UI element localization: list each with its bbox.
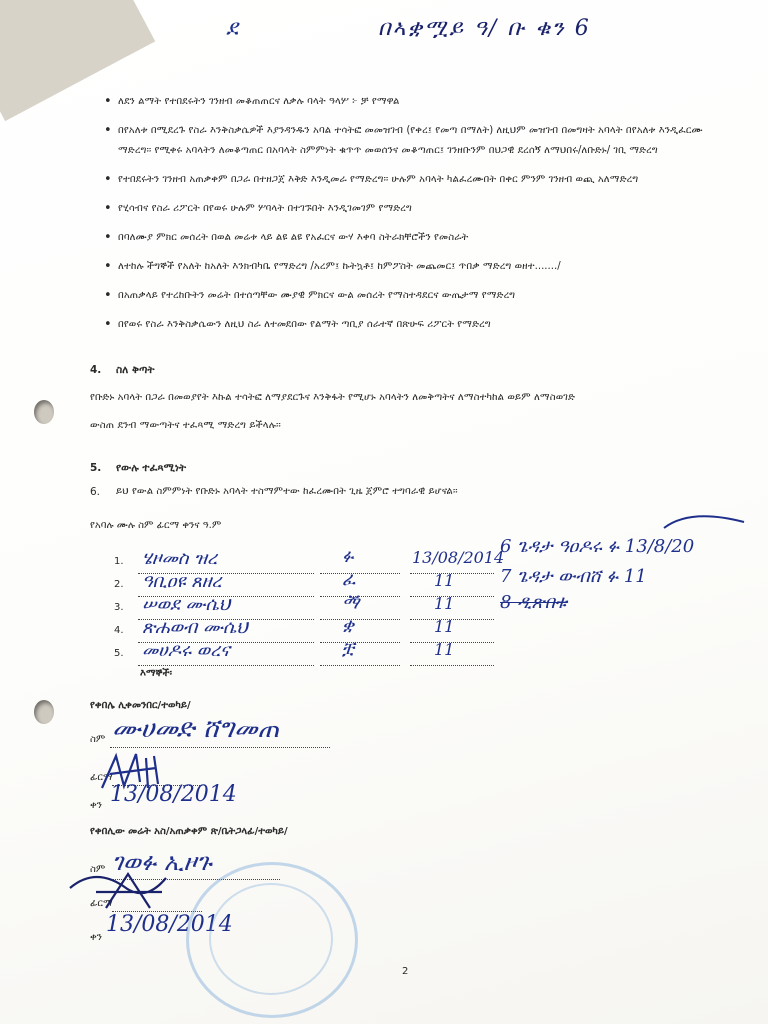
members-header: የአባሉ ሙሉ ስም ፊርማ ቀንና ዓ.ም bbox=[90, 520, 222, 531]
section-5-number: 5. bbox=[90, 462, 102, 474]
list-item: • ለተከሉ ችግኞች የአለት ከአለት እንክብካቤ የማድረግ /አረም፤ ኩትኳቶ፤ ከምፖስት መጨመር፤ ጥበቃ ማድረግ ወዘተ......./ bbox=[104, 257, 724, 277]
pen-stroke bbox=[660, 512, 750, 536]
section-6-number: 6. bbox=[90, 486, 101, 498]
chairman-date-label: ቀን bbox=[90, 800, 102, 811]
member-date: 11 bbox=[434, 594, 455, 613]
chairman-date: 13/08/2014 bbox=[110, 782, 237, 807]
header-left-mark: ደ bbox=[226, 16, 238, 41]
list-item: • በአጠቃላይ የተረከቡትን መሬት በተሰጣቸው ሙያዊ ምክርና ውል መሰረት የማስተዳደርና ውጤታማ የማድረግ bbox=[104, 286, 724, 306]
member-number: 5. bbox=[114, 648, 124, 659]
list-item: • በየአለቱ በሚደረጉ የስራ እንቅስቃሴዎች እያንዳንዱን አባል ተሳትፎ መመዝገብ (የቀረ፤ የመጣ በማለት) ለዚህም መዝገብ በመግዛት አባላት በየአለቱ እንዲፈርሙ ማድረግ፡፡ የሚቀሩ አባላትን ለመቆጣጠር በአባላት ስምምነት ቁጥጥ መወሰንና መቆጣጠር፤ ገንዘቡንም በህጋዊ ደረሰኝ ለማህበሩ/ለቡድኑ/ ገቢ ማድረግ bbox=[104, 121, 724, 161]
witness-row-1: 6 ጌዳታ ዓዐዶሩ ፉ 13/8/20 bbox=[500, 536, 695, 557]
member-signature: ፙ bbox=[342, 592, 360, 613]
member-name: ሄዞመስ ዝረ bbox=[142, 548, 218, 569]
member-signature: ቿ bbox=[342, 638, 355, 659]
member-date: 13/08/2014 bbox=[412, 548, 505, 567]
land-office-name-label: ስም bbox=[90, 864, 106, 875]
land-office-title: የቀበሊው መሬት አስ/አጠቃቀም ጽ/ቤትጋላፊ/ተወካይ/ bbox=[90, 826, 288, 837]
official-stamp bbox=[186, 862, 358, 1018]
list-item: • የተበደሩትን ገንዘብ አጠቃቀም በጋራ በተዘጋጀ እቅድ እንዲመራ የማድረግ፡፡ ሁሉም አባላት ካልፈረሙበት በቀር ምንም ገንዘብ ወጪ አለማድረግ bbox=[104, 170, 724, 190]
list-item: • ለደን ልማት የተበደሩትን ገንዘብ መቆጠጠርና ለቃሉ ባላት ዓላሦ ፦ ቻ የማዋል bbox=[104, 92, 724, 112]
land-office-signature bbox=[66, 868, 186, 914]
witness-row-2: 7 ጌዳታ ውብሸ ፉ 11 bbox=[500, 566, 647, 587]
member-number: 1. bbox=[114, 556, 124, 567]
chairman-title: የቀበሌ ሊቀመንበር/ተወካይ/ bbox=[90, 700, 191, 711]
obligations-list bbox=[104, 92, 724, 344]
land-office-sign-label: ፊርማ bbox=[90, 898, 113, 909]
list-item: • በየወሩ የስራ እንቅስቃሴውን ለዚህ ስራ ለተመደበው የልማት ጣቢያ ሰራተኛ በጽሁፍ ሪፖርት የማድረግ bbox=[104, 315, 724, 335]
member-date: 11 bbox=[434, 640, 455, 659]
land-office-name: ገወፉ ኢዞጉ bbox=[112, 848, 212, 876]
chairman-name-label: ስም bbox=[90, 734, 106, 745]
chairman-sign-label: ፊርማ bbox=[90, 772, 113, 783]
member-number: 3. bbox=[114, 602, 124, 613]
header-title: በኣቋሟይ ዓ/ ቡ ቁን 6 bbox=[378, 16, 591, 41]
punch-hole bbox=[34, 700, 54, 724]
chairman-name: ሙሀመድ ሸግመጠ bbox=[112, 714, 280, 744]
member-signature: ቋ bbox=[342, 615, 355, 636]
punch-hole bbox=[34, 400, 54, 424]
member-number: 2. bbox=[114, 579, 124, 590]
section-4-line-2: ውስጠ ደንብ ማውጣትና ተፈጻሚ ማድረግ ይችላሉ፡፡ bbox=[90, 420, 281, 431]
member-name: ጽሐወብ ሙሴህ bbox=[142, 617, 248, 638]
section-4-heading: ስለ ቅጣት bbox=[116, 364, 155, 376]
land-office-date-label: ቀን bbox=[90, 932, 102, 943]
section-4-number: 4. bbox=[90, 364, 102, 376]
page-number: 2 bbox=[402, 966, 409, 977]
member-signature: ፉ bbox=[342, 546, 354, 567]
list-item: • በባለሙያ ምክር መሰረት በወል መሬቱ ላይ ልዩ ልዩ የአፈርና ውሃ እቀባ ስትራክቸሮችን የመስራት bbox=[104, 228, 724, 248]
witnesses-label: እማኞች፡ bbox=[140, 668, 172, 679]
member-date: 11 bbox=[434, 617, 455, 636]
list-item: • የሂሳብና የስራ ሪፖርት በየወሩ ሁሉም ሦባላት በተገኙበት እንዲገመገም የማድረግ bbox=[104, 199, 724, 219]
member-name: ሠወደ ሙሴህ bbox=[142, 594, 231, 615]
member-number: 4. bbox=[114, 625, 124, 636]
member-name: መሀዶሩ ወረና bbox=[142, 640, 230, 661]
member-date: 11 bbox=[434, 571, 455, 590]
section-5-heading: የውሉ ተፈጻሚነት bbox=[116, 462, 187, 474]
witness-row-3: 8 ዲጽበቱ bbox=[500, 592, 568, 613]
member-name: ዓቢዐዩ ጸዘረ bbox=[142, 571, 222, 592]
land-office-date: 13/08/2014 bbox=[106, 912, 233, 937]
member-row bbox=[114, 638, 764, 666]
section-4-line-1: የቡድኑ አባላት በጋራ በመወያየት እኩል ተሳትፎ ለማያደርጉና እንቅፋት የሚሆኑ አባላትን ለመቅጣትና ለማስተካከል ወይም ለማስወገድ bbox=[90, 392, 575, 403]
member-signature: ፈ bbox=[342, 569, 356, 590]
section-6-text: ይህ የውል ስምምነት የቡድኑ አባላት ተስማምተው ከፈረሙበት ጊዜ ጀምሮ ተግባራዊ ይሆናል፡፡ bbox=[116, 486, 458, 497]
